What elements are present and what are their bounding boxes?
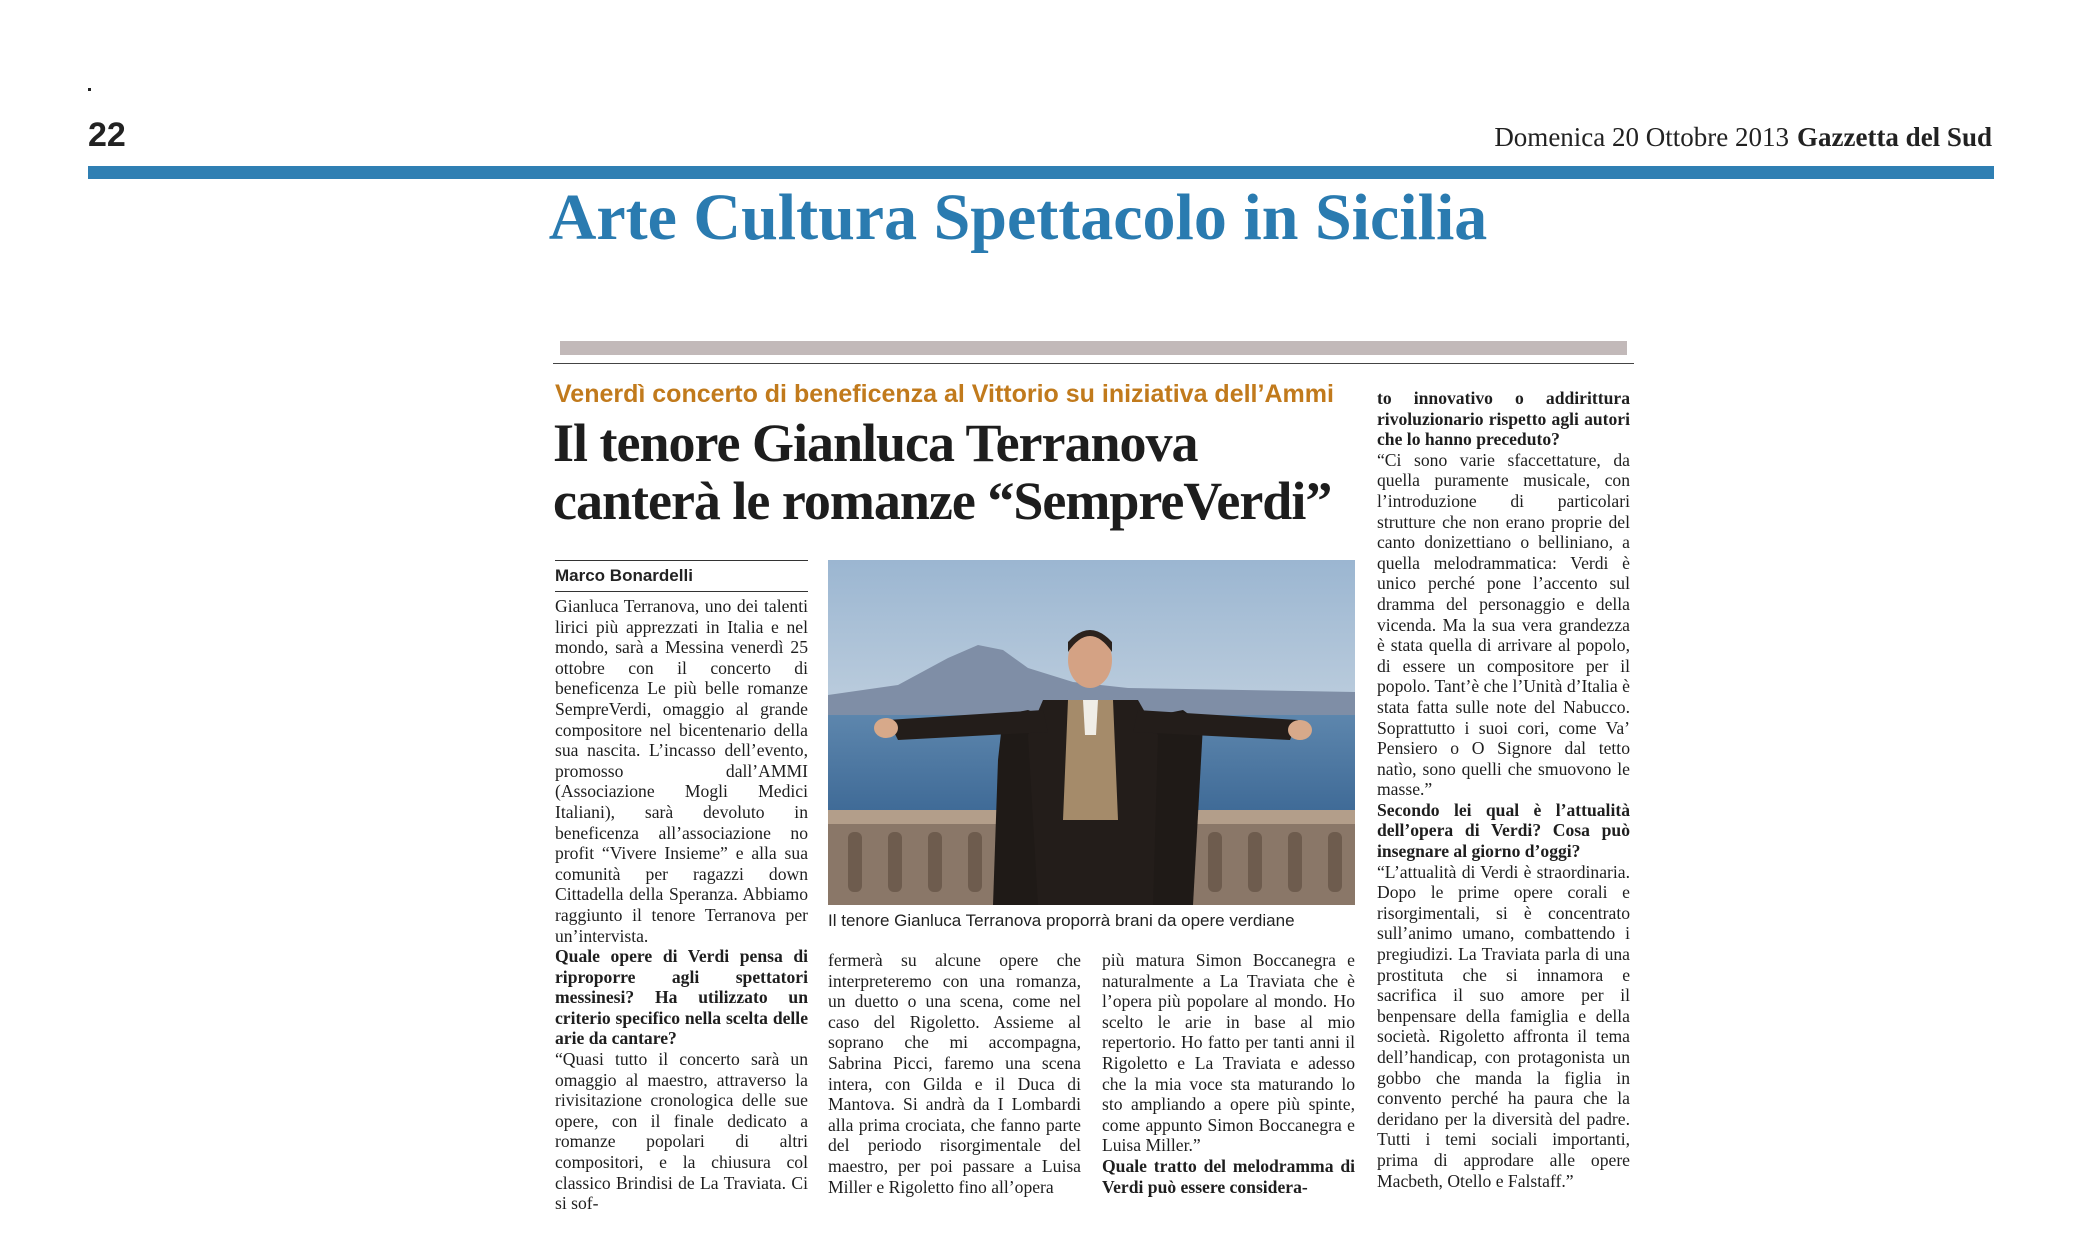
article-top-bar	[560, 341, 1627, 355]
column-2	[828, 950, 1081, 1197]
question-3: Secondo lei qual è l’attualità dell’opera di Verdi? Cosa può insegnare al giorno d’oggi?	[1377, 799, 1630, 862]
article-photo	[828, 560, 1355, 905]
answer-1-part-2: fermerà su alcune opere che interpreteremo con una romanza, un duetto o una scena, come nel caso del Rigoletto. Assieme al soprano che mi accompagna, Sabrina Picci, faremo una scena intera, con Gilda e il Duca di Mantova. Si andrà da I Lombardi alla prima crociata, che fanno parte del periodo risorgimentale del maestro, per poi passare a Luisa Miller e Rigoletto fino all’opera	[828, 950, 1081, 1197]
headline-line-1: Il tenore Gianluca Terranova	[553, 413, 1198, 473]
article-headline	[553, 414, 1373, 530]
headline-line-2: canterà le romanze “SempreVerdi”	[553, 471, 1332, 531]
page-number: 22	[88, 116, 126, 154]
issue-date: Domenica 20 Ottobre 2013	[1494, 122, 1789, 152]
question-2-continued: to innovativo o addirittura rivoluzionario rispetto agli autori che lo hanno preceduto?	[1377, 388, 1630, 450]
question-2: Quale tratto del melodramma di Verdi può essere considera-	[1102, 1155, 1355, 1197]
section-title-text: Arte Cultura Spettacolo in Sicilia	[548, 181, 1488, 254]
publication-name: Gazzetta del Sud	[1797, 122, 1992, 152]
photo-caption: Il tenore Gianluca Terranova proporrà brani da opere verdiane	[828, 911, 1295, 930]
header-bar	[88, 166, 1994, 179]
question-1: Quale opere di Verdi pensa di riproporre agli spettatori messinesi? Ha utilizzato un criterio specifico nella scelta delle arie da cantare?	[555, 946, 808, 1049]
column-4	[1377, 388, 1630, 1191]
answer-3: “L’attualità di Verdi è straordinaria. Dopo le prime opere corali e risorgimentali, si è concentrato sull’animo umano, combattendo i pregiudizi. La Traviata parla di una prostituta che si innamora e sacrifica il suo amore per il benpensare della famiglia e della società. Rigoletto affronta il tema dell’handicap, con protagonista un gobbo che manda la figlia in convento perché ha paura che la deridano per la diversità del padre. Tutti i temi sociali importanti, prima di approdare alle opere Macbeth, Otello e Falstaff.”	[1377, 861, 1630, 1191]
dateline	[1494, 122, 1992, 153]
answer-1-part-1: “Quasi tutto il concerto sarà un omaggio al maestro, attraverso la rivisitazione cronologica delle sue opere, con il finale dedicato a romanze popolari di altri compositori, e la chiusura col classico Brindisi de La Traviata. Ci si sof-	[555, 1049, 808, 1214]
column-1	[555, 596, 808, 1214]
article-top-rule	[553, 363, 1634, 364]
section-title	[0, 180, 2076, 256]
byline-rule-bottom	[555, 591, 808, 592]
column-3	[1102, 950, 1355, 1197]
byline-rule-top	[555, 560, 808, 561]
byline: Marco Bonardelli	[555, 566, 693, 585]
article-kicker: Venerdì concerto di beneficenza al Vittorio su iniziativa dell’Ammi	[555, 380, 1334, 408]
tenor-photo	[828, 560, 1355, 905]
page-mark	[88, 88, 91, 91]
article-intro: Gianluca Terranova, uno dei talenti lirici più apprezzati in Italia e nel mondo, sarà a Messina venerdì 25 ottobre con il concerto di beneficenza Le più belle romanze SempreVerdi, omaggio al grande compositore nel bicentenario della sua nascita. L’incasso dell’evento, promosso dall’AMMI (Associazione Mogli Medici Italiani), sarà devoluto in beneficenza all’associazione no profit “Vivere Insieme” e alla sua comunità per ragazzi down Cittadella della Speranza. Abbiamo raggiunto il tenore Terranova per un’intervista.	[555, 596, 808, 946]
answer-1-part-3: più matura Simon Boccanegra e naturalmente a La Traviata che è l’opera più popolare al mondo. Ho scelto le arie in base al mio repertorio. Ho fatto per tanti anni il Rigoletto e La Traviata e adesso che la mia voce sta maturando lo sto ampliando a opere più spinte, come appunto Simon Boccanegra e Luisa Miller.”	[1102, 950, 1355, 1156]
answer-2: “Ci sono varie sfaccettature, da quella puramente musicale, con l’introduzione di particolari strutture che non erano proprie del canto donizettiano o belliniano, a quella melodrammatica: Verdi è unico perché pone l’accento sul dramma del personaggio e della vicenda. Ma la sua vera grandezza è stata quella di arrivare al popolo, di essere un compositore per il popolo. Tant’è che l’Unità d’Italia è stata fatta sulle note del Nabucco. Soprattutto i suoi cori, come Va’ Pensiero o O Signore dal tetto natìo, sono quelli che smuovono le masse.”	[1377, 449, 1630, 800]
